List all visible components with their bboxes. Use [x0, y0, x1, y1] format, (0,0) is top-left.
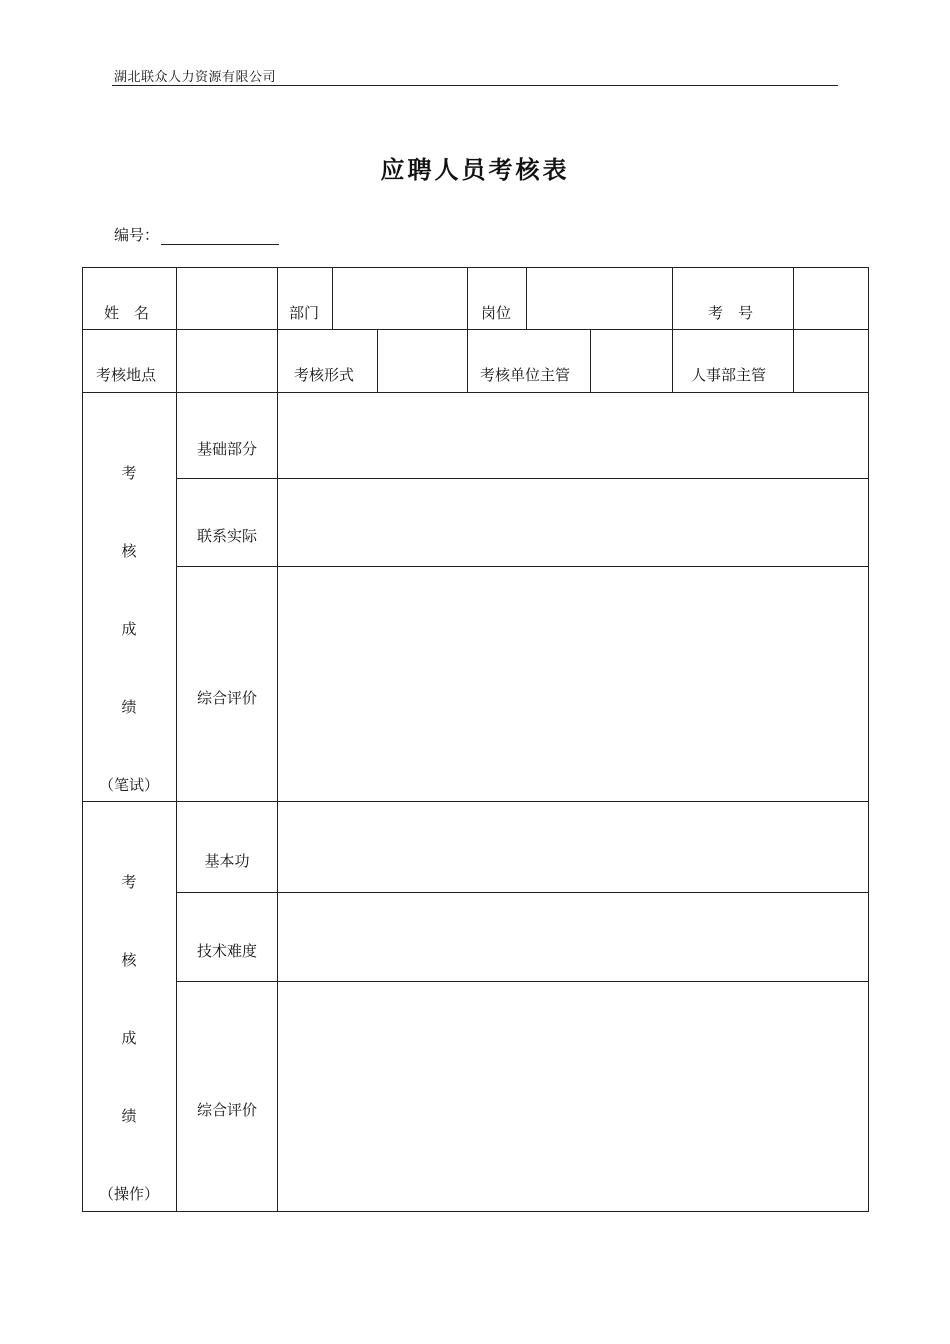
- written-overall-eval-cell[interactable]: [278, 567, 868, 801]
- written-side-char: 绩: [121, 698, 137, 716]
- exam-number-label: 考 号: [708, 304, 754, 322]
- hr-head-label: 人事部主管: [691, 366, 767, 384]
- practical-side-char: 成: [121, 1029, 137, 1047]
- exam-form-value-cell[interactable]: [378, 330, 467, 392]
- column-divider: [176, 267, 177, 1212]
- post-label: 岗位: [481, 304, 512, 322]
- written-side-char: （笔试）: [98, 776, 159, 794]
- hr-head-value-cell[interactable]: [794, 330, 868, 392]
- written-basic-score-cell[interactable]: [278, 393, 868, 478]
- practical-side-char: 核: [121, 951, 137, 969]
- written-side-char: 核: [121, 542, 137, 560]
- column-divider: [467, 267, 468, 393]
- exam-form-label: 考核形式: [294, 366, 355, 384]
- table-border-left: [82, 267, 83, 1212]
- practical-overall-eval-cell[interactable]: [278, 982, 868, 1211]
- practical-side-char: 考: [121, 873, 137, 891]
- practical-item-label: 综合评价: [196, 1101, 257, 1119]
- practical-item-label: 基本功: [204, 852, 250, 870]
- serial-input-line[interactable]: [161, 229, 279, 245]
- assessment-table: [82, 267, 869, 1212]
- exam-place-label: 考核地点: [96, 366, 157, 384]
- table-border-bottom: [82, 1211, 869, 1212]
- practical-side-char: 绩: [121, 1107, 137, 1125]
- written-item-label: 联系实际: [196, 527, 257, 545]
- serial-label: 编号：: [114, 226, 160, 244]
- name-label: 姓 名: [104, 304, 150, 322]
- written-side-char: 成: [121, 620, 137, 638]
- exam-number-value-cell[interactable]: [794, 268, 868, 329]
- serial-number-field: [114, 224, 279, 245]
- unit-head-value-cell[interactable]: [591, 330, 672, 392]
- practical-side-char: （操作）: [98, 1185, 159, 1203]
- practical-difficulty-cell[interactable]: [278, 893, 868, 981]
- form-title: 应聘人员考核表: [380, 156, 570, 184]
- dept-label: 部门: [289, 304, 320, 322]
- post-value-cell[interactable]: [527, 268, 672, 329]
- dept-value-cell[interactable]: [333, 268, 467, 329]
- table-border-right: [868, 267, 869, 1212]
- unit-head-label: 考核单位主管: [480, 366, 571, 384]
- company-name: 湖北联众人力资源有限公司: [114, 70, 277, 85]
- exam-place-value-cell[interactable]: [177, 330, 277, 392]
- written-practice-score-cell[interactable]: [278, 479, 868, 566]
- written-side-char: 考: [121, 464, 137, 482]
- written-item-label: 基础部分: [196, 440, 257, 458]
- column-divider: [672, 267, 673, 393]
- practical-item-label: 技术难度: [196, 942, 257, 960]
- practical-basic-skill-cell[interactable]: [278, 802, 868, 892]
- name-value-cell[interactable]: [177, 268, 277, 329]
- written-item-label: 综合评价: [196, 689, 257, 707]
- header-rule: [112, 85, 838, 86]
